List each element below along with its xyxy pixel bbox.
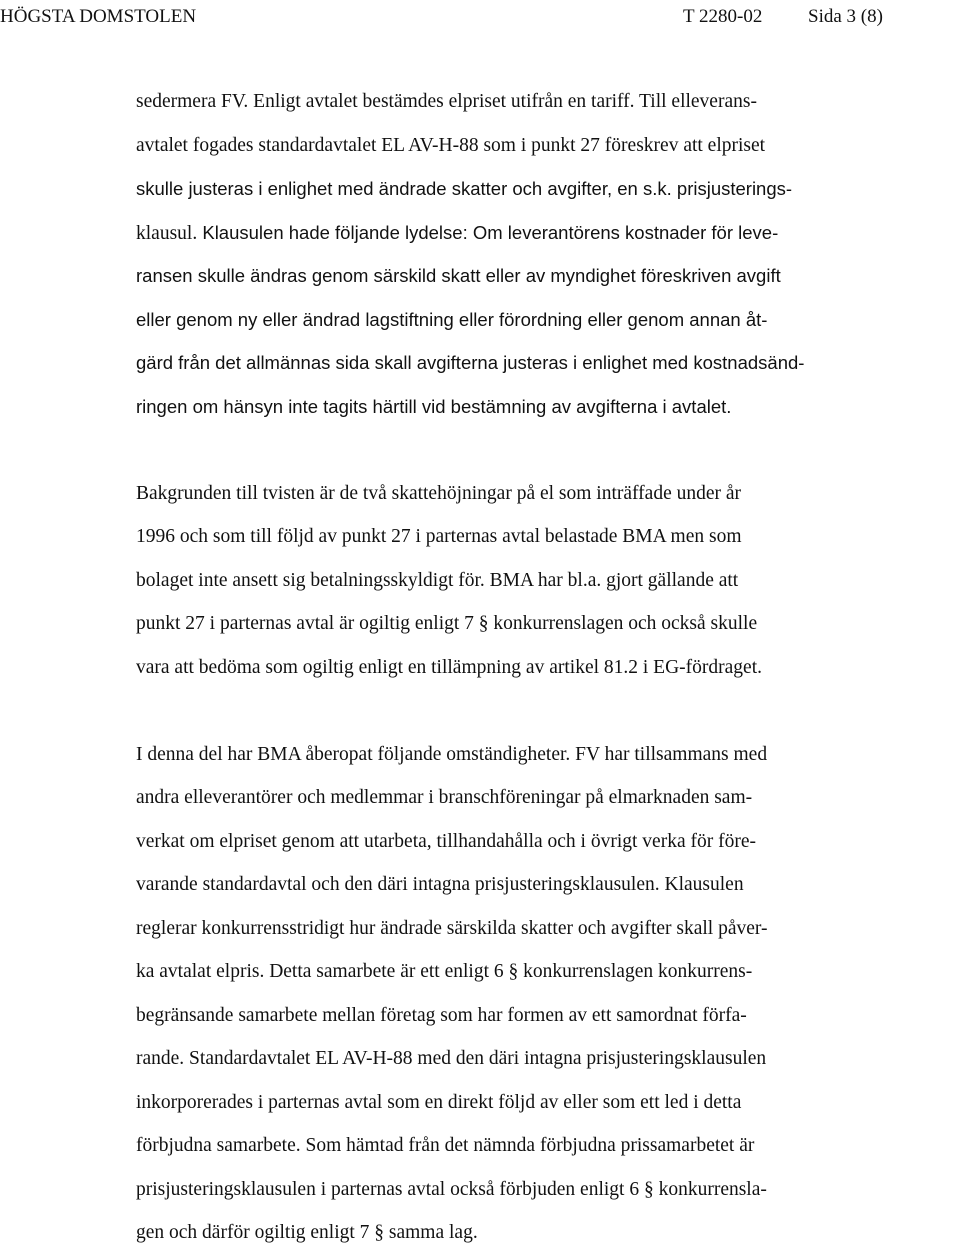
text-line [136,211,956,255]
text-run: Klausulen hade följande lydelse: Om leverantörens kostnader för leve- [197,221,779,243]
page-header [0,4,960,30]
text-line: gen och därför ogiltig enligt 7 § samma lag. [136,1222,478,1243]
page-number: Sida 3 (8) [808,6,883,27]
text-line: andra elleverantörer och medlemmar i branschföreningar på elmarknaden sam- [136,787,753,808]
text-line: punkt 27 i parternas avtal är ogiltig enligt 7 § konkurrenslagen och också skulle [136,613,758,634]
text-line: ringen om hänsyn inte tagits härtill vid bestämning av avgifterna i avtalet. [136,395,732,417]
paragraph-3 [136,733,956,1255]
court-name: HÖGSTA DOMSTOLEN [0,6,197,27]
text-line: rande. Standardavtalet EL AV-H-88 med den däri intagna prisjusteringsklausulen [136,1048,767,1069]
text-line: avtalet fogades standardavtalet EL AV-H-88 som i punkt 27 föreskrev att elpriset [136,134,766,156]
paragraph-spacer [136,428,956,472]
text-line: bolaget inte ansett sig betalningsskyldigt för. BMA har bl.a. gjort gällande att [136,569,739,591]
document-body [136,80,956,1255]
text-line: verkat om elpriset genom att utarbeta, tillhandahålla och i övrigt verka för före- [136,830,756,852]
text-line: sedermera FV. Enligt avtalet bestämdes elpriset utifrån en tariff. Till elleverans- [136,91,757,112]
text-line: Bakgrunden till tvisten är de två skattehöjningar på el som inträffade under år [136,482,742,504]
case-number: T 2280-02 [683,6,763,27]
text-line: förbjudna samarbete. Som hämtad från det nämnda förbjudna prissamarbetet är [136,1135,755,1156]
text-line: vara att bedöma som ogiltig enligt en tillämpning av artikel 81.2 i EG-fördraget. [136,656,762,678]
text-run: klausul. [136,222,198,244]
paragraph-2 [136,472,956,690]
paragraph-spacer [136,689,956,733]
text-line: eller genom ny eller ändrad lagstiftning eller förordning eller genom annan åt- [136,308,768,330]
text-line: prisjusteringsklausulen i parternas avtal också förbjuden enligt 6 § konkurrensla- [136,1178,767,1200]
text-line: reglerar konkurrensstridigt hur ändrade särskilda skatter och avgifter skall påver- [136,917,768,939]
text-line: gärd från det allmännas sida skall avgifterna justeras i enlighet med kostnadsänd- [136,352,805,373]
text-line: ka avtalat elpris. Detta samarbete är ett enligt 6 § konkurrenslagen konkurrens- [136,961,753,982]
text-line: 1996 och som till följd av punkt 27 i parternas avtal belastade BMA men som [136,526,742,547]
text-line: inkorporerades i parternas avtal som en direkt följd av eller som ett led i detta [136,1091,742,1113]
text-line: varande standardavtal och den däri intagna prisjusteringsklausulen. Klausulen [136,874,744,895]
paragraph-1 [136,80,956,428]
text-line: I denna del har BMA åberopat följande omständigheter. FV har tillsammans med [136,743,768,765]
text-line: ransen skulle ändras genom särskild skatt eller av myndighet föreskriven avgift [136,265,781,286]
text-line: skulle justeras i enlighet med ändrade skatter och avgifter, en s.k. prisjusterings- [136,178,793,199]
text-line: begränsande samarbete mellan företag som har formen av ett samordnat förfa- [136,1004,747,1026]
